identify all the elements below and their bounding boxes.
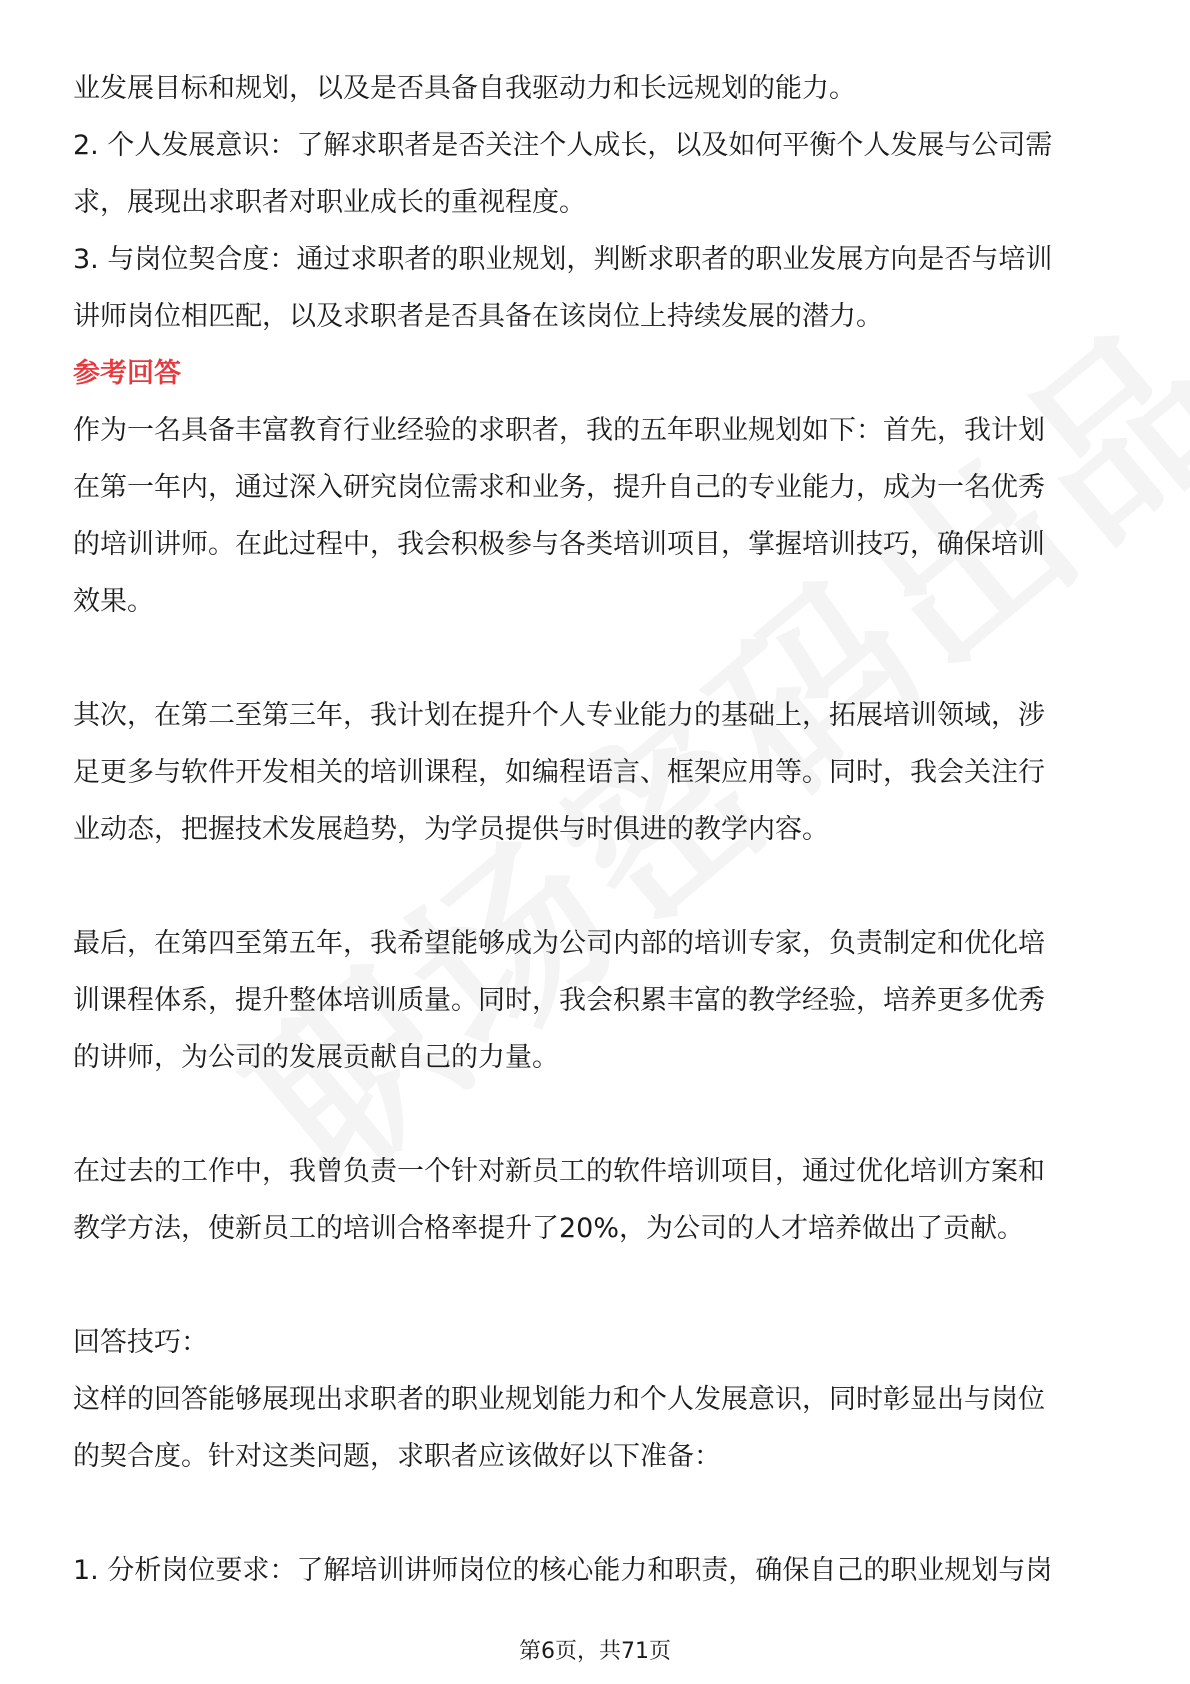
tips-paragraph-2: [73, 1542, 1123, 1599]
tips-paragraph-1: [73, 1371, 1123, 1485]
paragraph-gap: [73, 1257, 1123, 1314]
text-line: 业发展目标和规划，以及是否具备自我驱动力和长远规划的能力。: [73, 73, 856, 104]
text-line: 教学方法，使新员工的培训合格率提升了20%，为公司的人才培养做出了贡献。: [73, 1213, 1025, 1244]
text-line: 3. 与岗位契合度：通过求职者的职业规划，判断求职者的职业发展方向是否与培训: [73, 244, 1053, 275]
text-line: 在过去的工作中，我曾负责一个针对新员工的软件培训项目，通过优化培训方案和: [73, 1156, 1045, 1187]
text-line: 在第一年内，通过深入研究岗位需求和业务，提升自己的专业能力，成为一名优秀: [73, 472, 1045, 503]
answer-paragraph-1: [73, 402, 1123, 630]
tips-heading: 回答技巧：: [73, 1327, 208, 1358]
text-line: 效果。: [73, 586, 154, 617]
text-line: 其次，在第二至第三年，我计划在提升个人专业能力的基础上，拓展培训领域，涉: [73, 700, 1045, 731]
text-line: 1. 分析岗位要求：了解培训讲师岗位的核心能力和职责，确保自己的职业规划与岗: [73, 1555, 1053, 1586]
answer-paragraph-4: [73, 1143, 1123, 1257]
paragraph-gap: [73, 858, 1123, 915]
paragraph-gap: [73, 1086, 1123, 1143]
text-line: 2. 个人发展意识：了解求职者是否关注个人成长，以及如何平衡个人发展与公司需: [73, 130, 1053, 161]
paragraph-gap: [73, 630, 1123, 687]
text-line: 最后，在第四至第五年，我希望能够成为公司内部的培训专家，负责制定和优化培: [73, 928, 1045, 959]
text-line: 求，展现出求职者对职业成长的重视程度。: [73, 187, 586, 218]
answer-paragraph-2: [73, 687, 1123, 858]
page-number-footer: 第6页，共71页: [519, 1639, 671, 1664]
document-body: [73, 60, 1123, 1599]
text-line: 的培训讲师。在此过程中，我会积极参与各类培训项目，掌握培训技巧，确保培训: [73, 529, 1045, 560]
text-line: 的契合度。针对这类问题，求职者应该做好以下准备：: [73, 1441, 721, 1472]
text-line: 作为一名具备丰富教育行业经验的求职者，我的五年职业规划如下：首先，我计划: [73, 415, 1045, 446]
intro-section: [73, 60, 1123, 345]
paragraph-gap: [73, 1485, 1123, 1542]
answer-paragraph-3: [73, 915, 1123, 1086]
text-line: 的讲师，为公司的发展贡献自己的力量。: [73, 1042, 559, 1073]
text-line: 业动态，把握技术发展趋势，为学员提供与时俱进的教学内容。: [73, 814, 829, 845]
text-line: 训课程体系，提升整体培训质量。同时，我会积累丰富的教学经验，培养更多优秀: [73, 985, 1045, 1016]
text-line: 讲师岗位相匹配，以及求职者是否具备在该岗位上持续发展的潜力。: [73, 301, 883, 332]
text-line: 足更多与软件开发相关的培训课程，如编程语言、框架应用等。同时，我会关注行: [73, 757, 1045, 788]
reference-answer-heading: 参考回答: [73, 358, 181, 389]
text-line: 这样的回答能够展现出求职者的职业规划能力和个人发展意识，同时彰显出与岗位: [73, 1384, 1045, 1415]
